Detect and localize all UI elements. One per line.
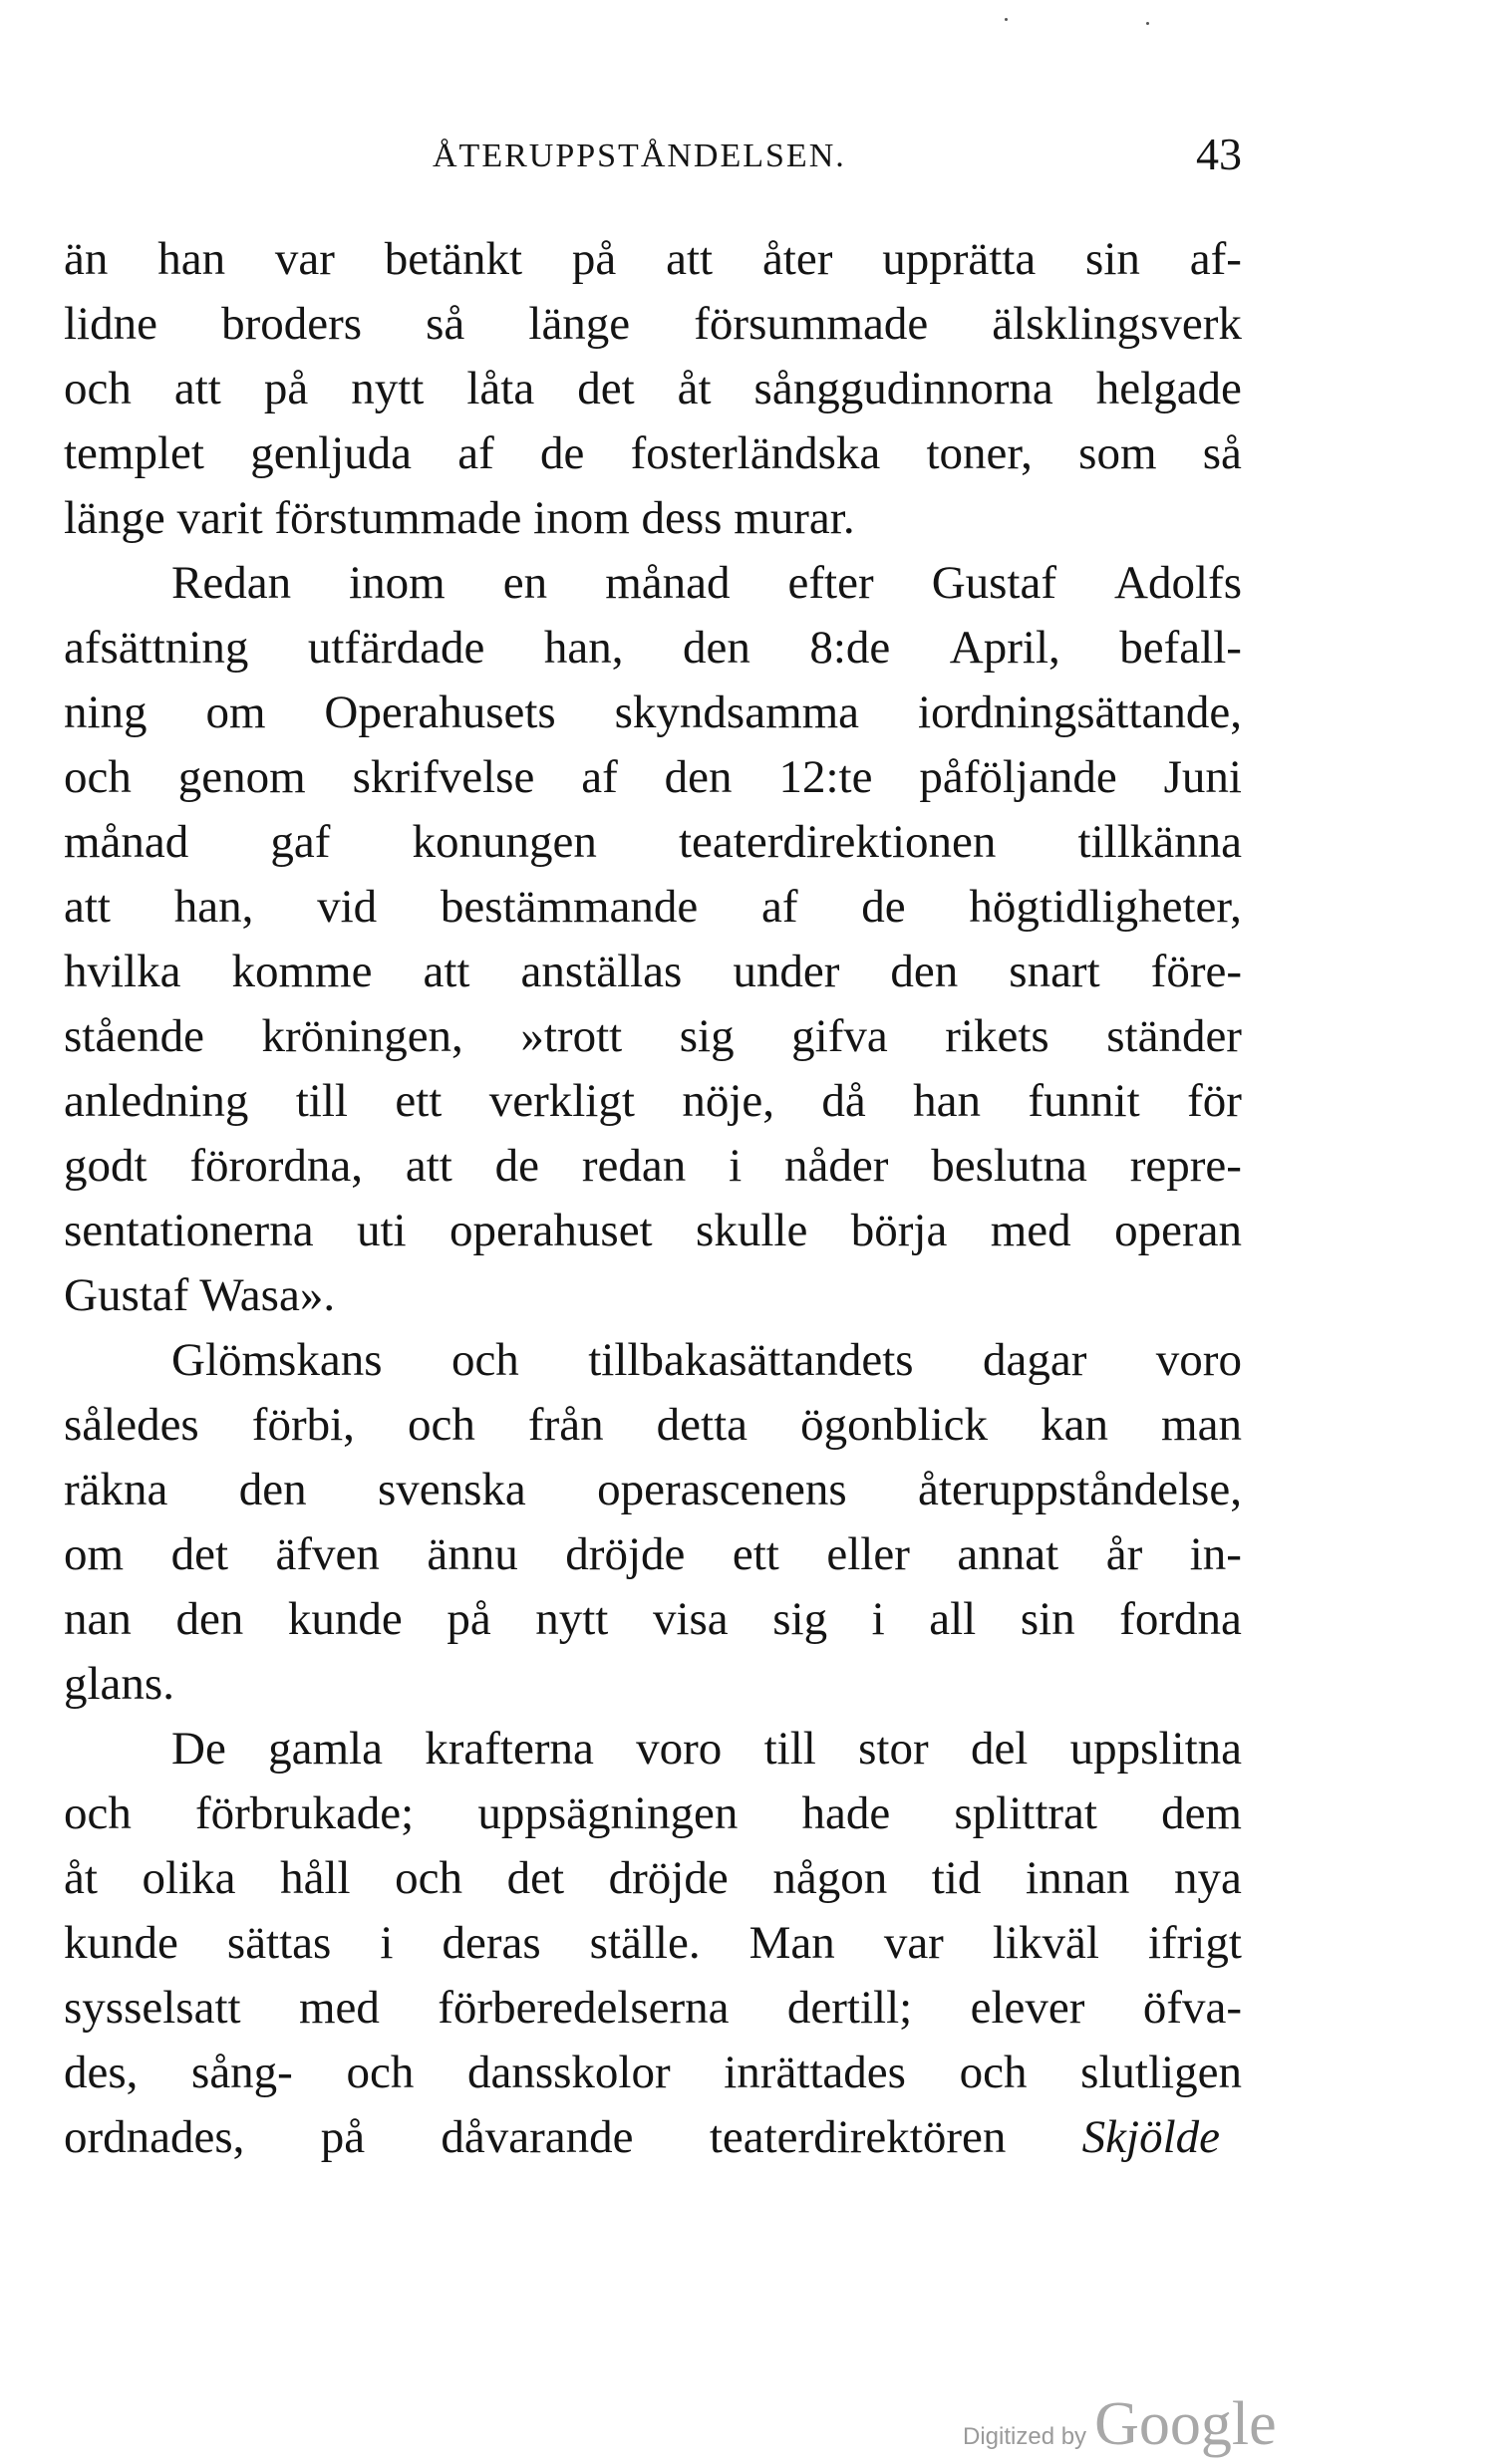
italic-name: Skjölde: [1081, 2111, 1220, 2163]
text-line: om det äfven ännu dröjde ett eller annat år in-: [64, 1528, 1242, 1580]
text-line: des, sång- och dansskolor inrättades och slutligen: [64, 2047, 1242, 2098]
text-line: kunde sättas i deras ställe. Man var likväl ifrigt: [64, 1917, 1242, 1969]
text-line: att han, vid bestämmande af de högtidligheter,: [64, 881, 1242, 933]
google-logo: Google: [1094, 2390, 1277, 2458]
text-line: glans.: [64, 1658, 174, 1710]
scan-speck: [1005, 18, 1008, 21]
text-line: således förbi, och från detta ögonblick kan man: [64, 1399, 1242, 1451]
text-line: nan den kunde på nytt visa sig i all sin fordna: [64, 1593, 1242, 1645]
text-line: månad gaf konungen teaterdirektionen tillkänna: [64, 816, 1242, 868]
digitized-label: Digitized by: [963, 2423, 1087, 2450]
text-line: anledning till ett verkligt nöje, då han funnit för: [64, 1075, 1242, 1127]
text-line: sentationerna uti operahuset skulle börja med operan: [64, 1205, 1242, 1256]
text-line: Glömskans och tillbakasättandets dagar voro: [171, 1334, 1242, 1386]
page-number: 43: [1196, 129, 1242, 179]
scan-speck: [1146, 22, 1149, 25]
text-line: lidne broders så länge försummade älsklingsverk: [64, 298, 1242, 350]
running-title: ÅTERUPPSTÅNDELSEN.: [433, 137, 846, 174]
text-line: och förbrukade; uppsägningen hade splittrat dem: [64, 1787, 1242, 1839]
text-line: Gustaf Wasa».: [64, 1269, 336, 1321]
page-header: [64, 128, 1242, 187]
text-line: De gamla krafterna voro till stor del uppslitna: [171, 1723, 1242, 1775]
text-line: åt olika håll och det dröjde någon tid innan nya: [64, 1852, 1242, 1904]
text-line: afsättning utfärdade han, den 8:de April, befall-: [64, 622, 1242, 674]
body-text: [64, 227, 1242, 2170]
digitized-by-google-watermark: [963, 2389, 1277, 2460]
text-line: hvilka komme att anställas under den snart före-: [64, 946, 1242, 997]
text-line: ordnades, på dåvarande teaterdirektören Skjölde: [64, 2105, 1220, 2170]
text-line: Redan inom en månad efter Gustaf Adolfs: [171, 557, 1242, 609]
text-line: stående kröningen, »trott sig gifva rikets ständer: [64, 1010, 1242, 1062]
text-line: ning om Operahusets skyndsamma iordningsättande,: [64, 686, 1242, 738]
text-line: och genom skrifvelse af den 12:te påföljande Juni: [64, 751, 1242, 803]
text-line: än han var betänkt på att åter upprätta sin af-: [64, 233, 1242, 285]
text-line: sysselsatt med förberedelserna dertill; elever öfva-: [64, 1982, 1242, 2034]
text-line: templet genljuda af de fosterländska toner, som så: [64, 427, 1242, 479]
text-line: länge varit förstummade inom dess murar.: [64, 492, 855, 544]
text-line: och att på nytt låta det åt sånggudinnorna helgade: [64, 363, 1242, 414]
text-line: räkna den svenska operascenens återuppståndelse,: [64, 1464, 1242, 1515]
text-line: godt förordna, att de redan i nåder beslutna repre-: [64, 1140, 1242, 1192]
